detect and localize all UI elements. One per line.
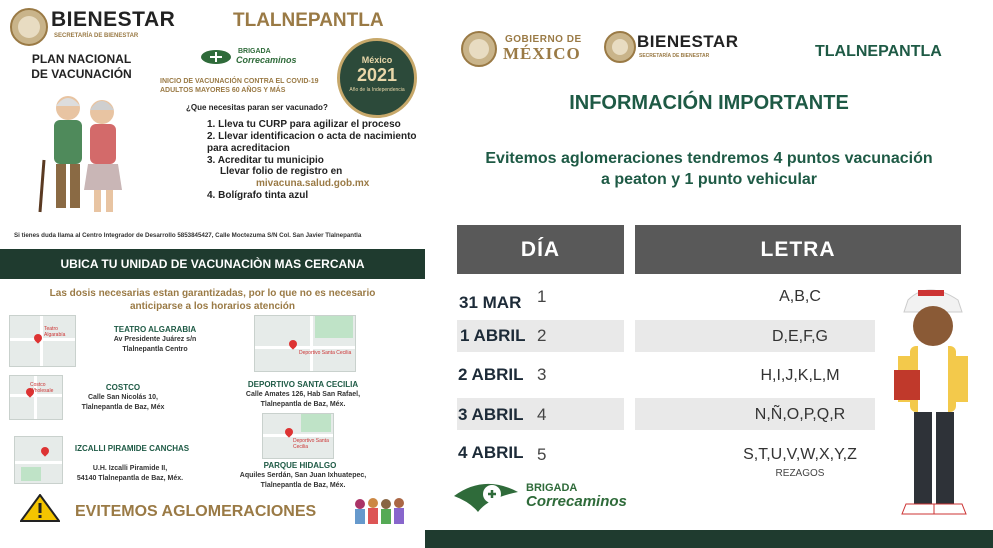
schedule-letters: N,Ñ,O,P,Q,R (754, 406, 846, 423)
crowd-icon (352, 496, 407, 526)
schedule-date: 1 ABRIL (460, 326, 526, 345)
site-address: Aquiles Serdán, San Juan Ixhuatepec, (239, 472, 367, 479)
map-thumbnail[interactable] (262, 413, 334, 459)
schedule-date: 31 MAR (459, 293, 522, 312)
schedule-number: 3 (537, 365, 547, 384)
schedule-letters: S,T,U,V,W,X,Y,Z (743, 446, 857, 463)
brigada-label-top: BRIGADA (238, 48, 271, 55)
eagle-seal-icon (604, 31, 636, 63)
contact-info: Si tienes duda llama al Centro Integrador de Desarrollo 5853845427, Calle Moctezuma S/N Col. San Javier Tlalnepantla (14, 232, 362, 239)
eagle-seal-icon (461, 31, 497, 67)
brigadista-illustration (880, 280, 990, 525)
mexico-2021-year: 2021 (356, 65, 398, 85)
city-title: TLALNEPANTLA (233, 10, 384, 31)
info-subheading-2: a peaton y 1 punto vehicular (600, 171, 818, 188)
plan-title: PLAN NACIONAL DE VACUNACIÓN (31, 52, 132, 81)
brigada-bird-icon (200, 48, 232, 65)
eagle-seal-icon (10, 8, 48, 46)
registration-url[interactable]: mivacuna.salud.gob.mx (256, 178, 370, 189)
site-name: TEATRO ALGARABIA (113, 325, 197, 334)
site-address: Tlalnepantla de Baz, Méx. (260, 482, 346, 489)
bienestar-logo-subtitle: SECRETARÍA DE BIENESTAR (54, 33, 139, 39)
requirement-3-detail: Llevar folio de registro en (220, 166, 343, 177)
footer-band (425, 530, 993, 548)
schedule-letters: A,B,C (779, 288, 821, 305)
gobierno-label-bottom: MÉXICO (503, 44, 581, 63)
schedule-flyer-right (425, 0, 993, 548)
locate-unit-text: UBICA TU UNIDAD DE VACUNACIÒN MAS CERCANA (60, 257, 365, 271)
requirement-1: 1. Lleva tu CURP para agilizar el proceso (207, 119, 401, 130)
requirements-question: ¿Que necesitas paran ser vacunado? (186, 103, 328, 112)
map-thumbnail[interactable] (9, 315, 76, 367)
intro-line-2: ADULTOS MAYORES 60 AÑOS Y MÁS (160, 87, 286, 94)
site-name: PARQUE HIDALGO (263, 461, 337, 470)
site-address: U.H. Izcalli Piramide II, (92, 465, 168, 472)
letter-column-label: LETRA (760, 237, 836, 261)
mexico-2021-logo (337, 38, 417, 118)
avoid-crowds-text: EVITEMOS AGLOMERACIONES (75, 503, 317, 520)
day-column-label: DÍA (520, 237, 561, 261)
site-address: Tlalnepantla de Baz, Méx. (260, 401, 346, 408)
city-title: TLALNEPANTLA (815, 43, 942, 60)
bienestar-logo-title: BIENESTAR (51, 8, 176, 31)
mexico-2021-label: México (361, 55, 393, 65)
schedule-letters: D,E,F,G (771, 328, 828, 345)
site-address: Tlalnepantla Centro (122, 346, 188, 353)
bienestar-logo-title: BIENESTAR (637, 32, 739, 51)
schedule-number: 4 (537, 405, 547, 424)
info-heading: INFORMACIÓN IMPORTANTE (569, 92, 849, 114)
locate-unit-band (0, 249, 425, 279)
map-label: Teatro Algarabía (44, 326, 66, 338)
map-label: Deportivo Santa Cecilia (299, 350, 352, 356)
schedule-number: 2 (537, 326, 547, 345)
gobierno-label-top: GOBIERNO DE (505, 34, 582, 45)
brigada-label-bottom: Correcaminos (526, 493, 627, 510)
day-column-header (457, 225, 624, 274)
schedule-date: 3 ABRIL (458, 405, 524, 424)
rezagos-label: REZAGOS (775, 468, 825, 479)
schedule-letters: H,I,J,K,L,M (760, 367, 840, 384)
site-address: Tlalnepantla de Baz, Méx (81, 404, 165, 411)
map-thumbnail[interactable] (254, 315, 356, 372)
brigada-label-bottom: Correcaminos (236, 55, 297, 65)
site-name: IZCALLI PIRAMIDE CANCHAS (74, 444, 190, 453)
brigada-label-top: BRIGADA (526, 482, 578, 494)
schedule-number: 1 (537, 287, 547, 306)
bienestar-logo-subtitle: SECRETARÍA DE BIENESTAR (639, 53, 710, 59)
map-label: Deportivo Santa Cecilia (293, 438, 329, 450)
info-subheading-1: Evitemos aglomeraciones tendremos 4 puntos vacunación (485, 150, 933, 167)
site-address: Calle San Nicolás 10, (87, 394, 159, 401)
site-address: Av Presidente Juárez s/n (113, 336, 197, 343)
mexico-2021-sub: Año de la Independencia (349, 87, 405, 93)
warning-triangle-icon (20, 494, 60, 522)
schedule-date: 2 ABRIL (458, 365, 524, 384)
schedule-date: 4 ABRIL (458, 443, 524, 462)
letter-column-header (635, 225, 961, 274)
intro-line-1: INICIO DE VACUNACIÓN CONTRA EL COVID-19 (160, 78, 319, 85)
site-address: 54140 Tlalnepantla de Baz, Méx. (76, 475, 184, 482)
elderly-couple-illustration (30, 90, 140, 220)
site-name: DEPORTIVO SANTA CECILIA (247, 380, 359, 389)
doses-note: Las dosis necesarias estan garantizadas, por lo que no es necesario anticiparse a los horarios atención (49, 288, 376, 312)
site-name: COSTCO (105, 383, 141, 392)
vaccination-flyer-left (0, 0, 425, 548)
site-address: Calle Amates 126, Hab San Rafael, (245, 391, 361, 398)
requirement-2: 2. Llevar identificacion o acta de nacimiento para acreditacion (207, 131, 417, 154)
schedule-number: 5 (537, 445, 547, 464)
map-label: Costco Wholesale (30, 382, 54, 394)
brigada-bird-icon (452, 476, 520, 514)
left-footer (0, 532, 425, 548)
requirement-3: 3. Acreditar tu municipio (207, 155, 324, 166)
requirement-4: 4. Bolígrafo tinta azul (207, 190, 309, 201)
